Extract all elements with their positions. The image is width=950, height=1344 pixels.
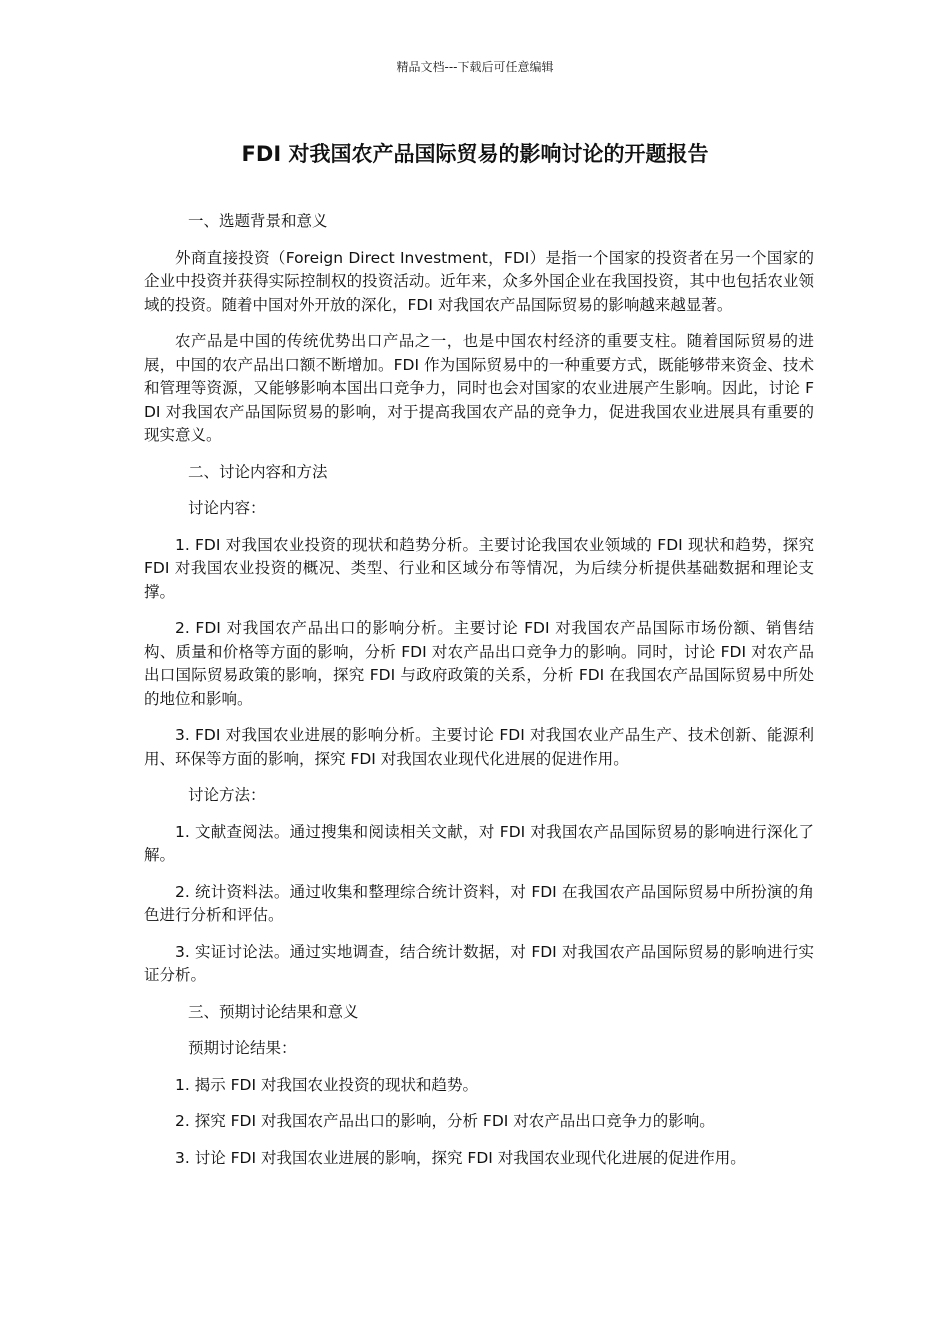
subheading: 预期讨论结果：: [188, 1039, 297, 1057]
section-heading: 三、预期讨论结果和意义: [188, 1002, 359, 1021]
paragraph: 农产品是中国的传统优势出口产品之一，也是中国农村经济的重要支柱。随着国际贸易的进展，中国的农产品出口额不断增加。FDI 作为国际贸易中的一种重要方式，既能够带来资金、技术和管理等资源，又能够影响本国出口竞争力，同时也会对国家的农业进展产生影响。因此，讨论 FDI 对我国农产品国际贸易的影响，对于提高我国农产品的竞争力，促进我国农业进展具有重要的现实意义。: [144, 332, 814, 444]
list-item: 1. 文献查阅法。通过搜集和阅读相关文献，对 FDI 对我国农产品国际贸易的影响进行深化了解。: [144, 822, 814, 864]
list-item: 3. FDI 对我国农业进展的影响分析。主要讨论 FDI 对我国农业产品生产、技术创新、能源利用、环保等方面的影响，探究 FDI 对我国农业现代化进展的促进作用。: [144, 726, 814, 768]
list-item: 3. 讨论 FDI 对我国农业进展的影响，探究 FDI 对我国农业现代化进展的促进作用。: [175, 1148, 746, 1167]
list-item: 2. FDI 对我国农产品出口的影响分析。主要讨论 FDI 对我国农产品国际市场份额、销售结构、质量和价格等方面的影响，分析 FDI 对农产品出口竞争力的影响。同时，讨论 FDI 对农产品出口国际贸易政策的影响，探究 FDI 与政府政策的关系，分析 FDI 在我国农产品国际贸易中所处的地位和影响。: [144, 619, 814, 708]
subheading: 讨论方法：: [188, 786, 266, 804]
list-item: 2. 探究 FDI 对我国农产品出口的影响，分析 FDI 对农产品出口竞争力的影响。: [175, 1112, 715, 1130]
paragraph: 外商直接投资（Foreign Direct Investment，FDI）是指一个国家的投资者在另一个国家的企业中投资并获得实际控制权的投资活动。近年来，众多外国企业在我国投资，其中也包括农业领域的投资。随着中国对外开放的深化，FDI 对我国农产品国际贸易的影响越来越显著。: [144, 248, 814, 314]
list-item: 2. 统计资料法。通过收集和整理综合统计资料，对 FDI 在我国农产品国际贸易中所扮演的角色进行分析和评估。: [144, 882, 814, 924]
document-title: FDI 对我国农产品国际贸易的影响讨论的开题报告: [241, 142, 709, 166]
list-item: 3. 实证讨论法。通过实地调查，结合统计数据，对 FDI 对我国农产品国际贸易的影响进行实证分析。: [144, 942, 814, 984]
list-item: 1. 揭示 FDI 对我国农业投资的现状和趋势。: [175, 1075, 478, 1094]
header-note: 精品文档---下载后可任意编辑: [396, 60, 554, 74]
section-heading: 二、讨论内容和方法: [188, 462, 328, 481]
list-item: 1. FDI 对我国农业投资的现状和趋势分析。主要讨论我国农业领域的 FDI 现状和趋势，探究 FDI 对我国农业投资的概况、类型、行业和区域分布等情况，为后续分析提供基础数据和理论支撑。: [144, 535, 814, 601]
document-body: [144, 210, 814, 1183]
subheading: 讨论内容：: [188, 499, 266, 517]
section-heading: 一、选题背景和意义: [188, 212, 328, 230]
